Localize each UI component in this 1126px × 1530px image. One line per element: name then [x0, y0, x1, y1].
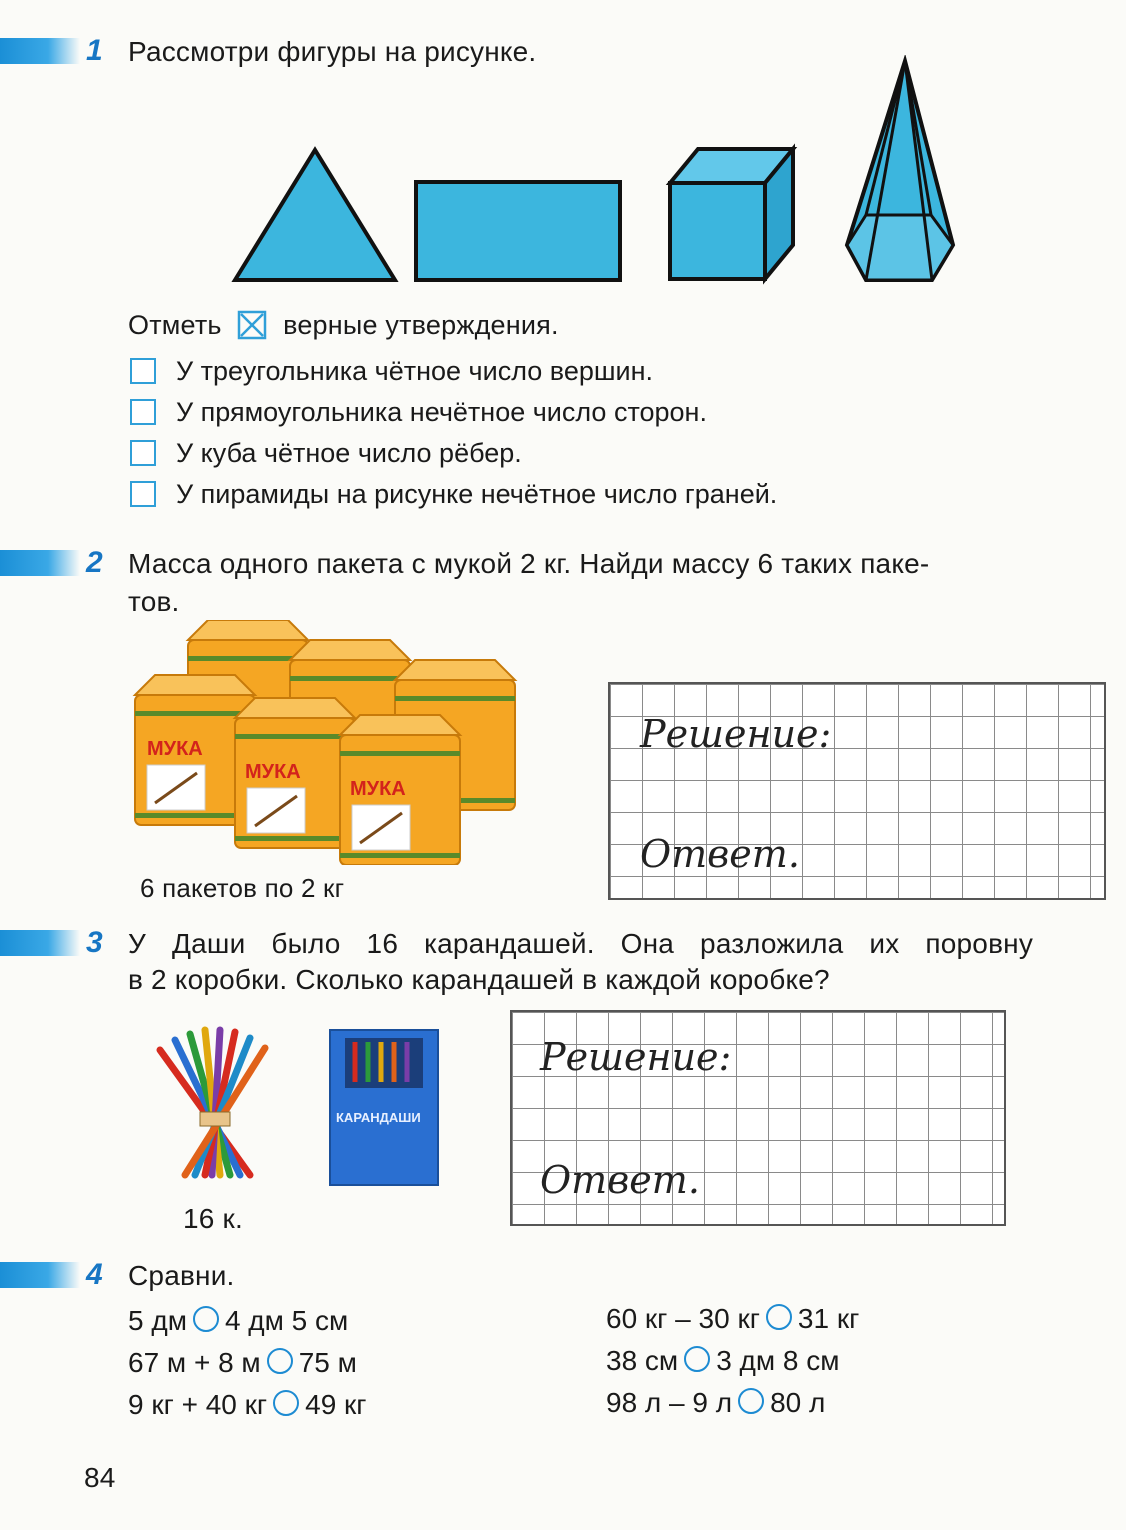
instruction-before: Отметь: [128, 310, 222, 340]
answer-label: Ответ.: [640, 832, 800, 876]
compare-row: [606, 1387, 825, 1419]
image-caption: 16 к.: [183, 1203, 243, 1234]
task-text-line: тов.: [128, 586, 180, 617]
compare-circle[interactable]: [273, 1390, 299, 1416]
image-caption: 6 пакетов по 2 кг: [140, 873, 345, 903]
compare-row: [606, 1345, 840, 1377]
statement-text: У пирамиды на рисунке нечётное число граней.: [176, 479, 778, 509]
task-text-line: в 2 коробки. Сколько карандашей в каждой коробке?: [128, 964, 830, 995]
checked-box-icon: [237, 310, 267, 340]
statement-text: У прямоугольника нечётное число сторон.: [176, 397, 707, 427]
statement-text: У треугольника чётное число вершин.: [176, 356, 654, 386]
flour-bags-illustration: [130, 620, 520, 865]
checkbox[interactable]: [130, 481, 156, 507]
page-number: 84: [84, 1462, 116, 1493]
bag-label: МУКА: [245, 761, 301, 783]
task-text-line: У Даши было 16 карандашей. Она разложила их поровну: [128, 928, 1034, 959]
task-marker-bar: [0, 550, 80, 576]
compare-row: [128, 1389, 367, 1421]
task-number: 3: [86, 926, 103, 959]
pencils-illustration: [150, 1020, 450, 1200]
statement-option: [130, 438, 522, 469]
compare-circle[interactable]: [267, 1348, 293, 1374]
bag-label: МУКА: [147, 738, 203, 760]
instruction-after: верные утверждения.: [283, 310, 559, 340]
task-marker-bar: [0, 1262, 80, 1288]
compare-left: 98 л – 9 л: [606, 1387, 733, 1418]
task-number: 2: [86, 546, 103, 579]
pencil-bundle: [160, 1030, 265, 1175]
compare-left: 38 см: [606, 1345, 679, 1376]
bag-label: МУКА: [350, 778, 406, 800]
compare-circle[interactable]: [738, 1388, 764, 1414]
compare-row: [606, 1303, 859, 1335]
instruction: [128, 310, 559, 341]
compare-circle[interactable]: [766, 1304, 792, 1330]
compare-right: 49 кг: [305, 1389, 367, 1420]
statement-option: [130, 397, 707, 428]
compare-left: 5 дм: [128, 1305, 187, 1336]
geometric-shapes-figure: [220, 55, 980, 290]
compare-circle[interactable]: [684, 1346, 710, 1372]
compare-right: 75 м: [298, 1347, 357, 1378]
checkbox[interactable]: [130, 440, 156, 466]
box-label: КАРАНДАШИ: [336, 1110, 421, 1125]
compare-left: 60 кг – 30 кг: [606, 1303, 760, 1334]
task-marker-bar: [0, 930, 80, 956]
statement-text: У куба чётное число рёбер.: [176, 438, 522, 468]
task-number: 4: [86, 1258, 103, 1291]
solution-label: Решение:: [640, 712, 832, 756]
rectangle-shape: [416, 182, 620, 280]
checkbox[interactable]: [130, 358, 156, 384]
compare-right: 31 кг: [797, 1303, 860, 1334]
compare-circle[interactable]: [193, 1306, 219, 1332]
checkbox[interactable]: [130, 399, 156, 425]
triangle-shape: [235, 150, 395, 280]
task-title: Рассмотри фигуры на рисунке.: [128, 36, 537, 67]
compare-left: 67 м + 8 м: [128, 1347, 261, 1378]
compare-right: 3 дм 8 см: [716, 1345, 840, 1376]
task-number: 1: [86, 34, 103, 67]
task-marker-bar: [0, 38, 80, 64]
compare-right: 4 дм 5 см: [224, 1305, 349, 1336]
answer-label: Ответ.: [540, 1158, 700, 1202]
compare-row: [128, 1305, 348, 1337]
task-title: Сравни.: [128, 1260, 235, 1291]
pencil-box: [330, 1030, 438, 1185]
statement-option: [130, 356, 653, 387]
solution-label: Решение:: [540, 1035, 732, 1079]
task-text-line: Масса одного пакета с мукой 2 кг. Найди массу 6 таких паке-: [128, 548, 930, 579]
compare-left: 9 кг + 40 кг: [128, 1389, 268, 1420]
cube-shape: [670, 149, 793, 279]
compare-right: 80 л: [770, 1387, 826, 1418]
compare-row: [128, 1347, 357, 1379]
statement-option: [130, 479, 777, 510]
pyramid-shape: [847, 61, 953, 280]
